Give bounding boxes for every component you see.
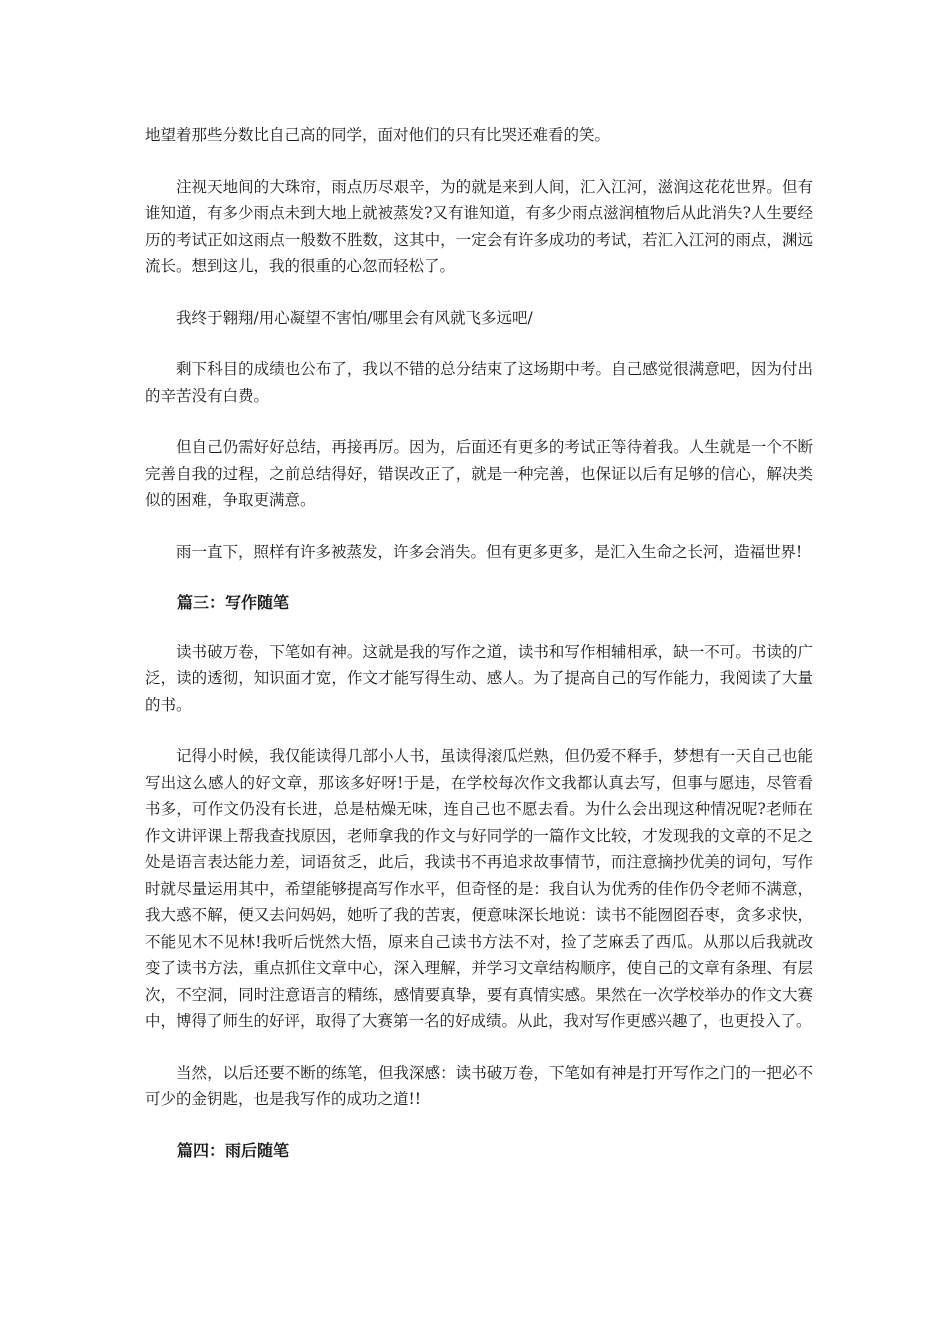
paragraph: 但自己仍需好好总结，再接再厉。因为，后面还有更多的考试正等待着我。人生就是一个不断完善自我的过程，之前总结得好，错误改正了，就是一种完善，也保证以后有足够的信心，解决类似的困难，争取更满意。 [145,438,813,509]
paragraph: 剩下科目的成绩也公布了，我以不错的总分结束了这场期中考。自己感觉很满意吧，因为付出的辛苦没有白费。 [145,360,813,405]
section-heading-3: 篇三：写作随笔 [177,593,290,612]
paragraph: 读书破万卷，下笔如有神。这就是我的写作之道，读书和写作相辅相承，缺一不可。书读的广泛，读的透彻，知识面才宽，作文才能写得生动、感人。为了提高自己的写作能力，我阅读了大量的书。 [145,642,813,714]
paragraph-continued: 地望着那些分数比自己高的同学，面对他们的只有比哭还难看的笑。 [145,126,611,144]
paragraph: 记得小时候，我仅能读得几部小人书，虽读得滚瓜烂熟，但仍爱不释手，梦想有一天自己也能写出这么感人的好文章，那该多好呀!于是，在学校每次作文我都认真去写，但事与愿违，尽管看书多，可作文仍没有长进，总是枯燥无味，连自己也不愿去看。为什么会出现这种情况呢?老师在作文讲评课上帮我查找原因，老师拿我的作文与好同学的一篇作文比较，才发现我的文章的不足之处是语言表达能力差，词语贫乏，此后，我读书不再追求故事情节，而注意摘抄优美的词句，写作时就尽量运用其中，希望能够提高写作水平，但奇怪的是：我自认为优秀的佳作仍令老师不满意，我大惑不解，便又去问妈妈，她听了我的苦衷，便意味深长地说：读书不能囫囵吞枣，贪多求快，不能见木不见林!我听后恍然大悟，原来自己读书方法不对，捡了芝麻丢了西瓜。从那以后我就改变了读书方法，重点抓住文章中心，深入理解，并学习文章结构顺序，使自己的文章有条理、有层次，不空洞，同时注意语言的精练，感情要真挚，要有真情实感。果然在一次学校举办的作文大赛中，博得了师生的好评，取得了大赛第一名的好成绩。从此，我对写作更感兴趣了，也更投入了。 [145,747,813,1030]
section-heading-4: 篇四：雨后随笔 [177,1140,290,1160]
document-page [145,122,813,1186]
paragraph: 当然，以后还要不断的练笔，但我深感：读书破万卷，下笔如有神是打开写作之门的一把必不可少的金钥匙，也是我写作的成功之道!! [145,1063,813,1108]
paragraph: 雨一直下，照样有许多被蒸发，许多会消失。但有更多更多，是汇入生命之长河，造福世界! [176,542,803,561]
paragraph: 注视天地间的大珠帘，雨点历尽艰辛，为的就是来到人间，汇入江河，滋润这花花世界。但有谁知道，有多少雨点未到大地上就被蒸发?又有谁知道，有多少雨点滋润植物后从此消失?人生要经历的考试正如这雨点一般数不胜数，这其中，一定会有许多成功的考试，若汇入江河的雨点，渊远流长。想到这儿，我的很重的心忽而轻松了。 [145,177,813,275]
paragraph-lyrics: 我终于翱翔/用心凝望不害怕/哪里会有风就飞多远吧/ [176,308,533,327]
